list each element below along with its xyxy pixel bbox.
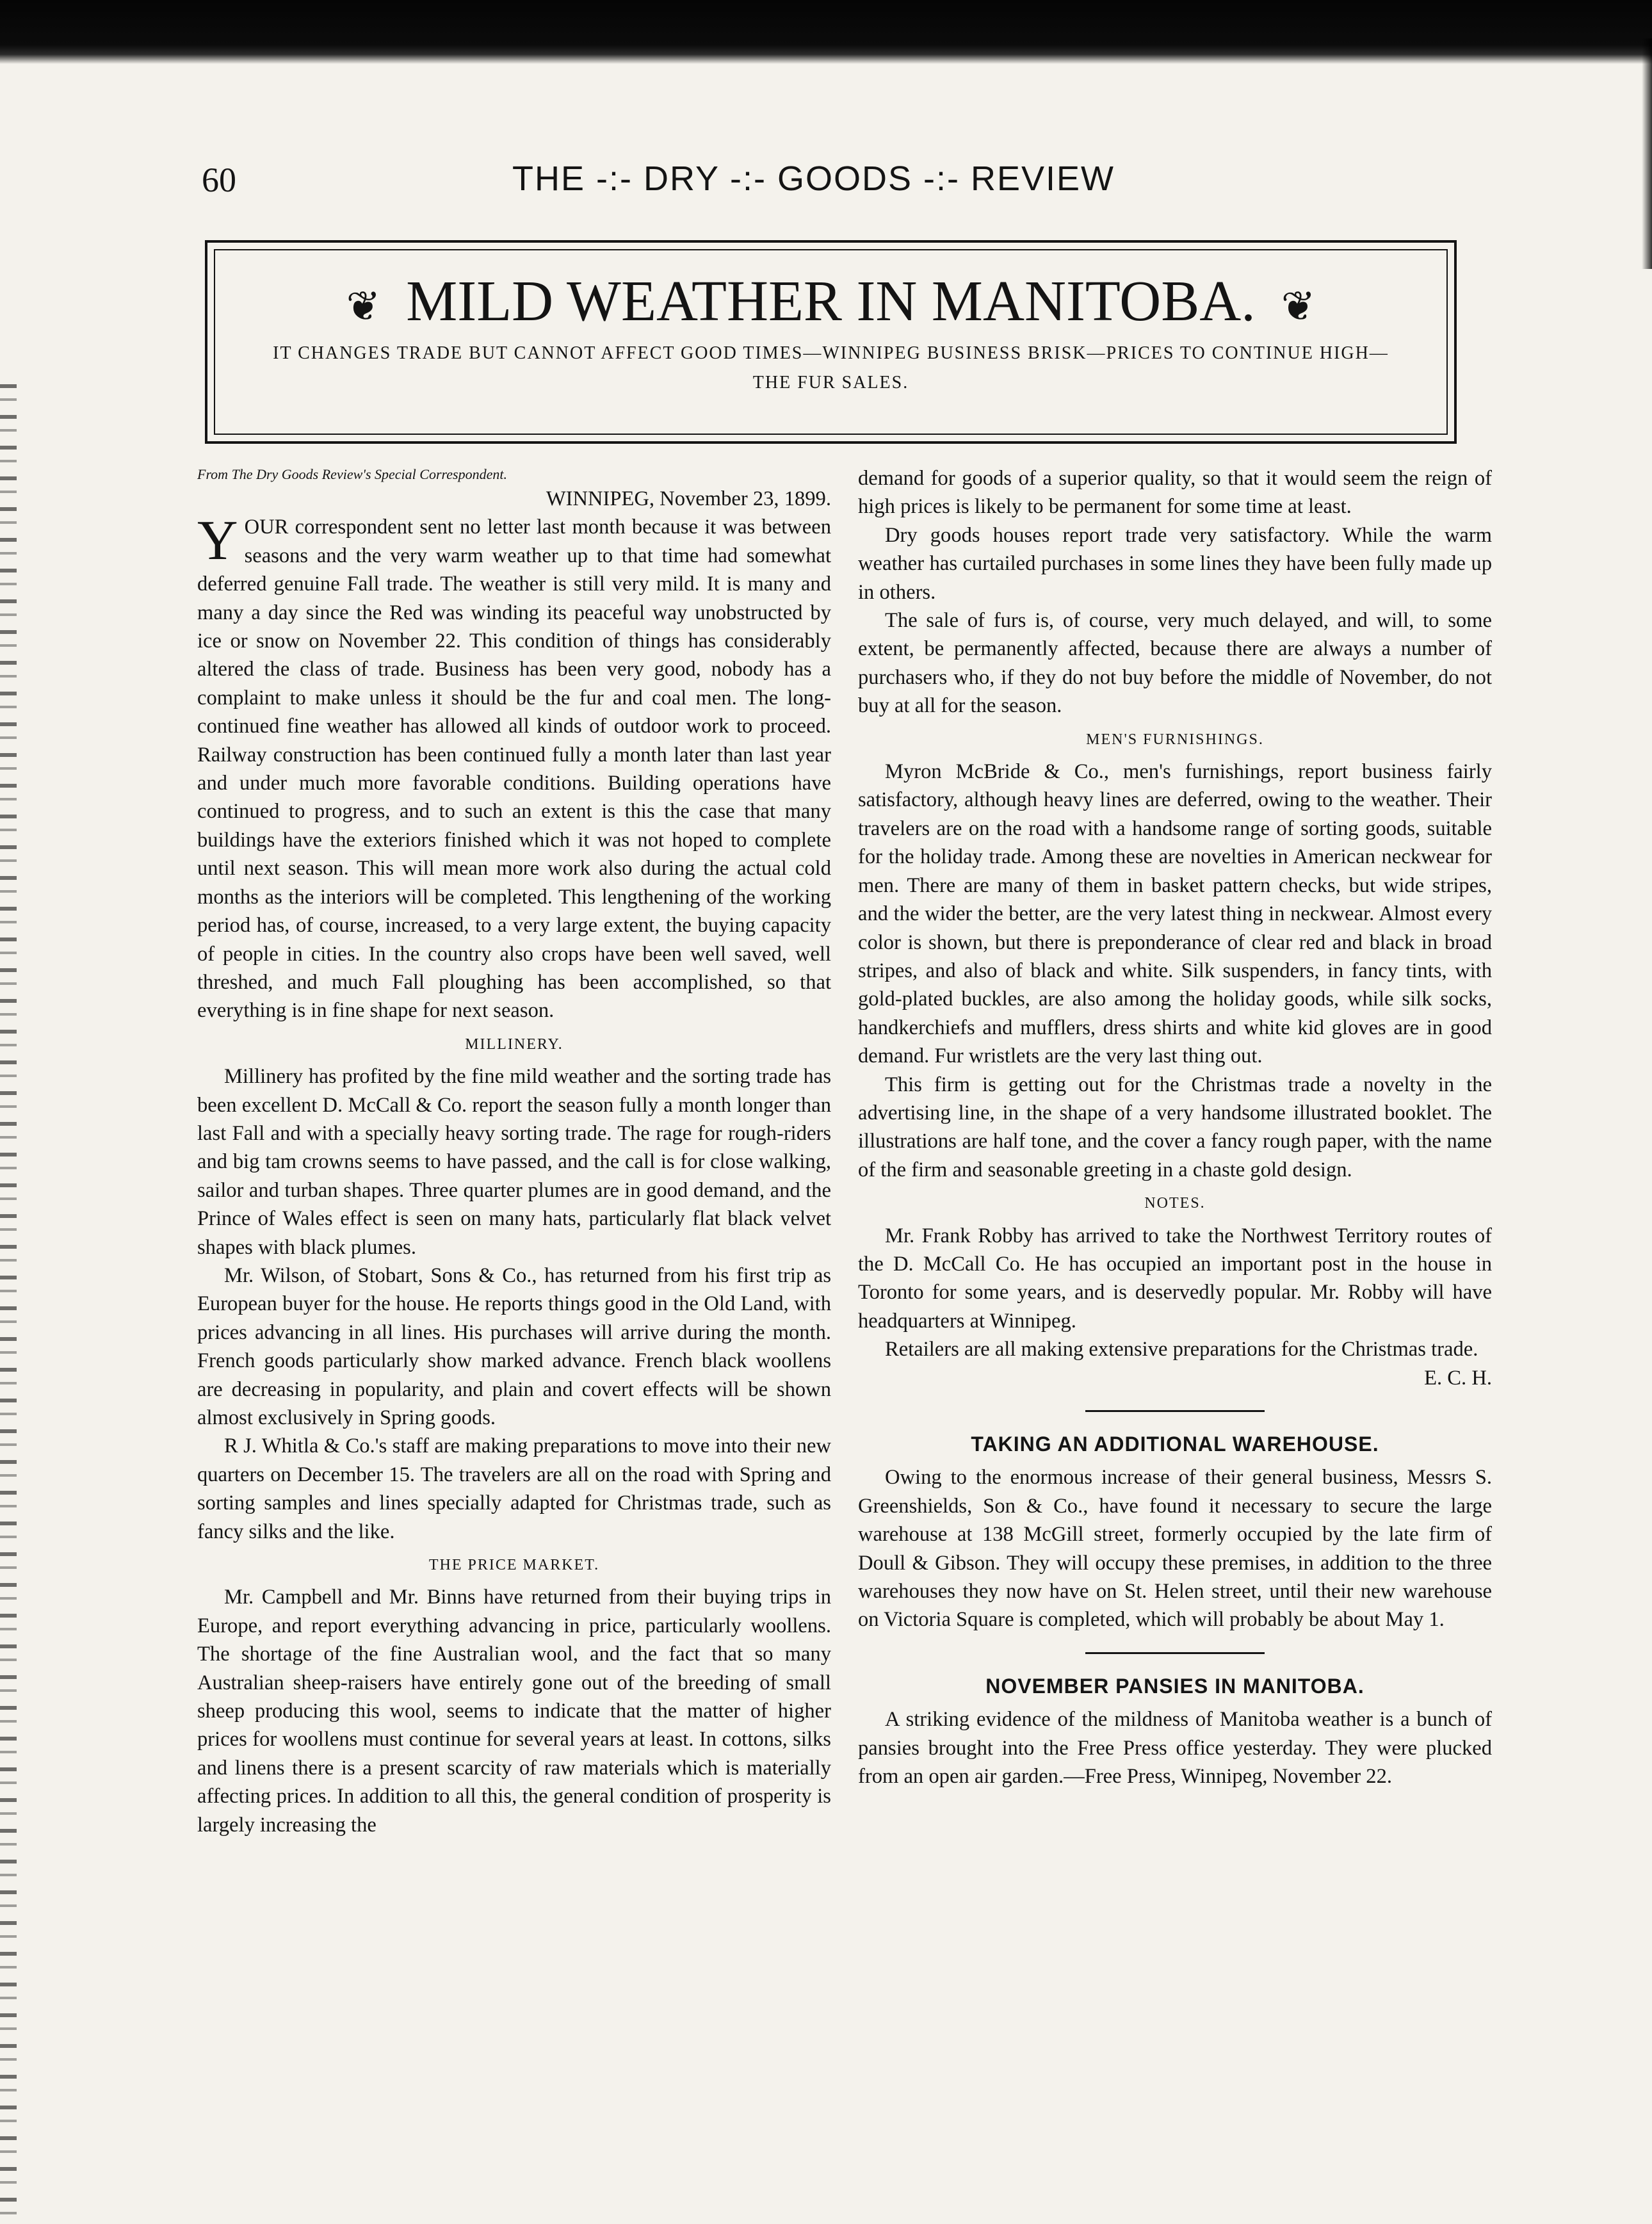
section-head-notes: NOTES. bbox=[1144, 1195, 1206, 1212]
paragraph: Dry goods houses report trade very satisfactory. While the warm weather has curtailed purchases in some lines they have been fully made up in others. bbox=[858, 523, 1492, 604]
divider-rule bbox=[1085, 1652, 1265, 1654]
headline-warehouse: TAKING AN ADDITIONAL WAREHOUSE. bbox=[971, 1433, 1379, 1456]
main-title-text: MILD WEATHER IN MANITOBA. bbox=[406, 270, 1256, 333]
main-title bbox=[207, 268, 1454, 334]
signature-row bbox=[858, 1364, 1492, 1392]
paragraph: Mr. Wilson, of Stobart, Sons & Co., has returned from his first trip as European buyer for the house. He reports things good in the Old Land, with prices advancing in all lines. His purchases will arrive during the month. French goods particularly show marked advance. French black woollens are decreasing in popularity, and plain and covert effects will be shown almost exclusively in Spring goods. bbox=[197, 1263, 831, 1429]
scan-left-edge bbox=[0, 384, 17, 2222]
scan-top-edge bbox=[0, 0, 1652, 64]
paragraph: A striking evidence of the mildness of Manitoba weather is a bunch of pansies brought into the Free Press office yesterday. They were plucked from an open air garden.—Free Press, Winnipeg, November 22. bbox=[858, 1708, 1492, 1789]
subhead: IT CHANGES TRADE BUT CANNOT AFFECT GOOD TIMES—WINNIPEG BUSINESS BRISK—PRICES TO CONTINUE HIGH—THE FUR SALES. bbox=[273, 343, 1389, 393]
paragraph: Mr. Frank Robby has arrived to take the Northwest Territory routes of the D. McCall Co. He has occupied an important post in the house in Toronto for some years, and is deservedly popular. Mr. Robby will have headquarters at Winnipeg. bbox=[858, 1224, 1492, 1333]
fleuron-right-icon: ❦ bbox=[1281, 284, 1316, 330]
page-number: 60 bbox=[202, 161, 236, 199]
paragraph: Owing to the enormous increase of their general business, Messrs S. Greenshields, Son & Co., have found it necessary to secure the large warehouse at 138 McGill street, formerly occupied by the late firm of Doull & Gibson. They will occupy these premises, in addition to the three warehouses they now have on St. Helen street, until their new warehouse on Victoria Square is completed, which will probably be about May 1. bbox=[858, 1466, 1492, 1632]
section-head-mens-furnishings: MEN'S FURNISHINGS. bbox=[1086, 731, 1264, 748]
paragraph: R J. Whitla & Co.'s staff are making preparations to move into their new quarters on December 15. The travelers are all on the road with Spring and sorting samples and lines specially adapted for Christmas trade, such as fancy silks and the like. bbox=[197, 1434, 831, 1543]
right-column bbox=[858, 464, 1492, 1790]
paragraph: Myron McBride & Co., men's furnishings, report business fairly satisfactory, although heavy lines are deferred, owing to the weather. Their travelers are on the road with a handsome range of sorting goods, suitable for the holiday trade. Among these are novelties in American neckwear for men. There are many of them in basket pattern checks, but wide stripes, and the wider the better, are the very latest thing in neckwear. Almost every color is shown, but there is preponderance of clear red and black in broad stripes, and also of black and white. Silk suspenders, in fancy tints, with gold-plated buckles, are also among the holiday goods, while silk socks, handkerchiefs and mufflers, dress shirts and white kid gloves are in good demand. Fur wristlets are the very last thing out. bbox=[858, 760, 1492, 1068]
fleuron-left-icon: ❦ bbox=[346, 284, 381, 330]
section-head-price-market: THE PRICE MARKET. bbox=[428, 1557, 600, 1574]
paragraph: Retailers are all making extensive preparations for the Christmas trade. bbox=[885, 1338, 1478, 1361]
paragraph: Mr. Campbell and Mr. Binns have returned from their buying trips in Europe, and report everything advancing in price, particularly woollens. The shortage of the fine Australian wool, and the fact that so many Australian sheep-raisers have entirely gone out of the breeding of small sheep producing this wool, seems to indicate that the matter of higher prices for woollens must continue for several years at least. In cottons, silks and linens there is a present scarcity of raw materials which is materially affecting prices. In addition to all this, the general condition of prosperity is largely increasing the bbox=[197, 1586, 831, 1837]
signature: E. C. H. bbox=[1424, 1366, 1492, 1390]
paragraph-continued: demand for goods of a superior quality, so that it would seem the reign of high prices is likely to be permanent for some time at least. bbox=[858, 467, 1492, 519]
intro-text: OUR correspondent sent no letter last month because it was between seasons and the very warm weather up to that time had somewhat deferred genuine Fall trade. The weather is still very mild. It is many and many a day since the Red was winding its peaceful way unobstructed by ice or snow on November 22. This condition of things has considerably altered the class of trade. Business has been very good, nobody has a complaint to make unless it should be the fur and coal men. The long-continued fine weather has allowed all kinds of outdoor work to proceed. Railway construction has been continued fully a month later than last year and under much more favorable conditions. Building operations have continued to progress, and to such an extent is this the case that many buildings have the exteriors finished which it was not hoped to complete until next season. This will mean more work also during the actual cold months as the interiors will be completed. This lengthening of the working period has, of course, increased, to a very large extent, the buying capacity of people in cities. In the country also crops have been well saved, well threshed, and much Fall ploughing has been accomplished, so that everything is in fine shape for next season. bbox=[197, 515, 831, 1023]
left-column bbox=[197, 464, 831, 1839]
correspondent-credit: From The Dry Goods Review's Special Correspondent. bbox=[197, 466, 507, 482]
divider-rule bbox=[1085, 1410, 1265, 1412]
drop-cap: Y bbox=[197, 510, 238, 572]
scan-right-edge bbox=[1642, 38, 1652, 269]
title-box bbox=[205, 240, 1457, 444]
headline-pansies: NOVEMBER PANSIES IN MANITOBA. bbox=[985, 1674, 1365, 1698]
intro-paragraph bbox=[197, 510, 831, 1025]
section-head-millinery: MILLINERY. bbox=[465, 1035, 563, 1053]
paragraph: This firm is getting out for the Christmas trade a novelty in the advertising line, in the shape of a very handsome illustrated booklet. The illustrations are half tone, and the cover a fancy rough paper, with the name of the firm and seasonable greeting in a chaste gold design. bbox=[858, 1073, 1492, 1181]
paragraph: Millinery has profited by the fine mild weather and the sorting trade has been excellent D. McCall & Co. report the season fully a month longer than last Fall and with a specially heavy sorting trade. The rage for rough-riders and big tam crowns seems to have passed, and the call is for close walking, sailor and turban shapes. Three quarter plumes are in good demand, and the Prince of Wales effect is seen on many hats, particularly flat black velvet shapes with black plumes. bbox=[197, 1065, 831, 1259]
running-title: THE -:- DRY -:- GOODS -:- REVIEW bbox=[512, 159, 1115, 198]
dateline: WINNIPEG, November 23, 1899. bbox=[546, 487, 831, 510]
paragraph: The sale of furs is, of course, very much delayed, and will, to some extent, be permanently affected, because there are always a number of purchasers who, if they do not buy before the middle of November, do not buy at all for the season. bbox=[858, 609, 1492, 718]
